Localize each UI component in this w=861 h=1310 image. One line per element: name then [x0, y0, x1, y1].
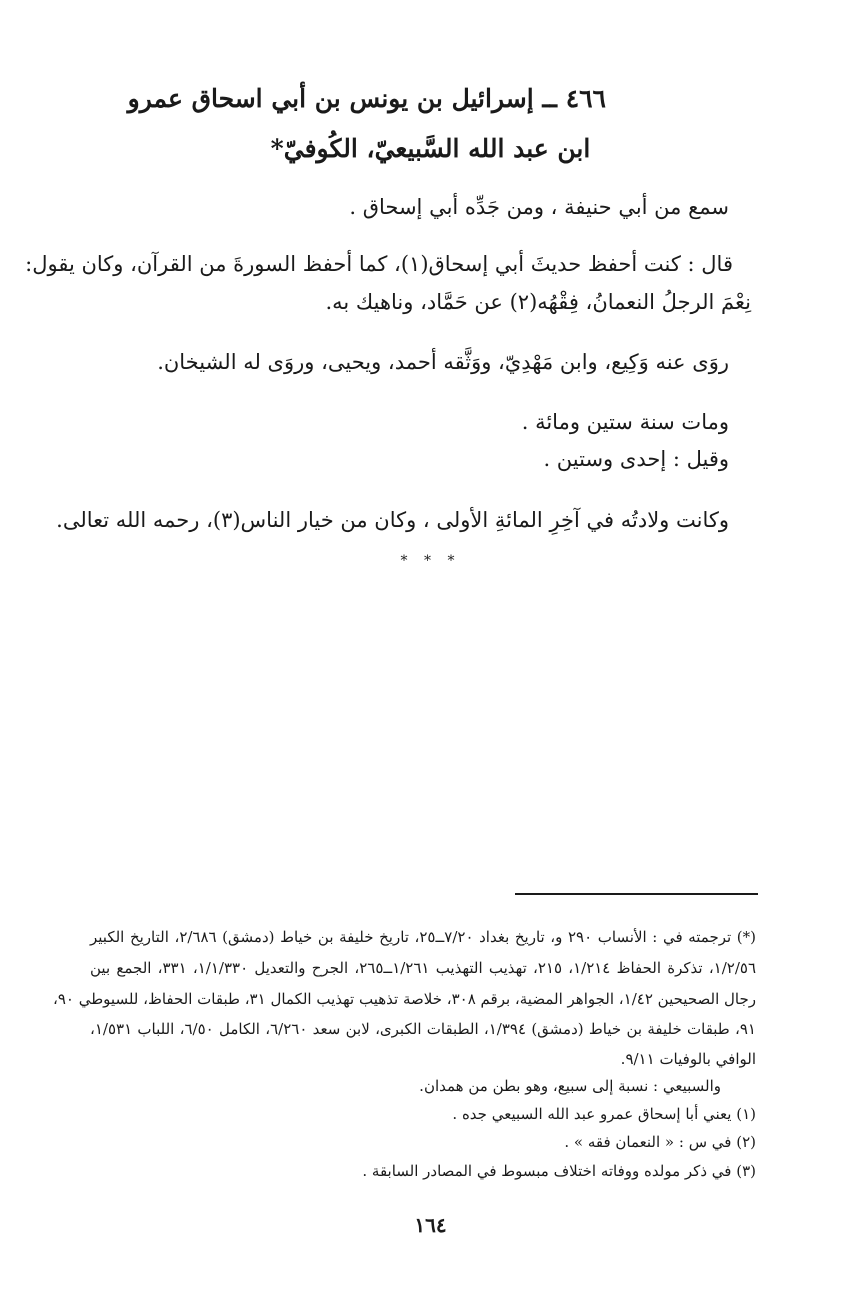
section-separator: * * * — [400, 553, 461, 569]
paragraph-heard-from: سمع من أبي حنيفة ، ومن جَدِّه أبي إسحاق . — [349, 195, 729, 219]
footnote-sources-line-2: ١/٢/٥٦، تذكرة الحفاظ ١/٢١٤، ٢١٥، تهذيب التهذيب ١/٢٦١ــ٢٦٥، الجرح والتعديل ١/١/٣٣٠، ٣٣١، الجمع بين — [90, 959, 757, 977]
footnote-sources-line-4: ٩١، طبقات خليفة بن خياط (دمشق) ١/٣٩٤، الطبقات الكبرى، لابن سعد ٦/٢٦٠، الكامل ٦/٥٠، اللباب ١/٥٣١، — [90, 1020, 756, 1038]
footnote-sources-line-1: (*) ترجمته في : الأنساب ٢٩٠ و، تاريخ بغداد ٧/٢٠ــ٢٥، تاريخ خليفة بن خياط (دمشق) ٢/٦٨٦، التاريخ الكبير — [90, 928, 756, 946]
paragraph-death-year: ومات سنة ستين ومائة . — [521, 410, 729, 434]
entry-title-line-1: ٤٦٦ ــ إسرائيل بن يونس بن أبي اسحاق عمرو — [127, 84, 606, 113]
paragraph-quote-line-1: قال : كنت أحفظ حديثَ أبي إسحاق(١)، كما أحفظ السورةَ من القرآن، وكان يقول: — [25, 252, 733, 276]
paragraph-death-alt: وقيل : إحدى وستين . — [543, 447, 729, 471]
page-number: ١٦٤ — [414, 1213, 447, 1237]
footnote-divider — [515, 893, 758, 895]
paragraph-narrators: روَى عنه وَكِيع، وابن مَهْدِيّ، ووَثَّقه أحمد، ويحيى، وروَى له الشيخان. — [157, 350, 729, 374]
footnote-3: (٣) في ذكر مولده ووفاته اختلاف مبسوط في المصادر السابقة . — [362, 1162, 756, 1180]
paragraph-quote-line-2: نِعْمَ الرجلُ النعمانُ، فِقْهُه(٢) عن حَمَّاد، وناهيك به. — [325, 290, 751, 314]
footnote-2: (٢) في س : « النعمان فقه » . — [564, 1133, 756, 1151]
footnote-nisba-note: والسبيعي : نسبة إلى سبيع، وهو بطن من همدان. — [419, 1077, 721, 1095]
paragraph-birth: وكانت ولادتُه في آخِرِ المائةِ الأولى ، وكان من خيار الناس(٣)، رحمه الله تعالى. — [56, 508, 729, 532]
footnote-sources-line-3: رجال الصحيحين ١/٤٢، الجواهر المضية، برقم ٣٠٨، خلاصة تذهيب تهذيب الكمال ٣١، طبقات الحفاظ، للسيوطي ٩٠، — [52, 990, 756, 1008]
footnote-1: (١) يعني أبا إسحاق عمرو عبد الله السبيعي جده . — [452, 1105, 756, 1123]
footnote-sources-line-5: الوافي بالوفيات ٩/١١. — [620, 1050, 756, 1068]
entry-title-line-2: ابن عبد الله السَّبيعيّ، الكُوفيّ* — [270, 134, 591, 163]
